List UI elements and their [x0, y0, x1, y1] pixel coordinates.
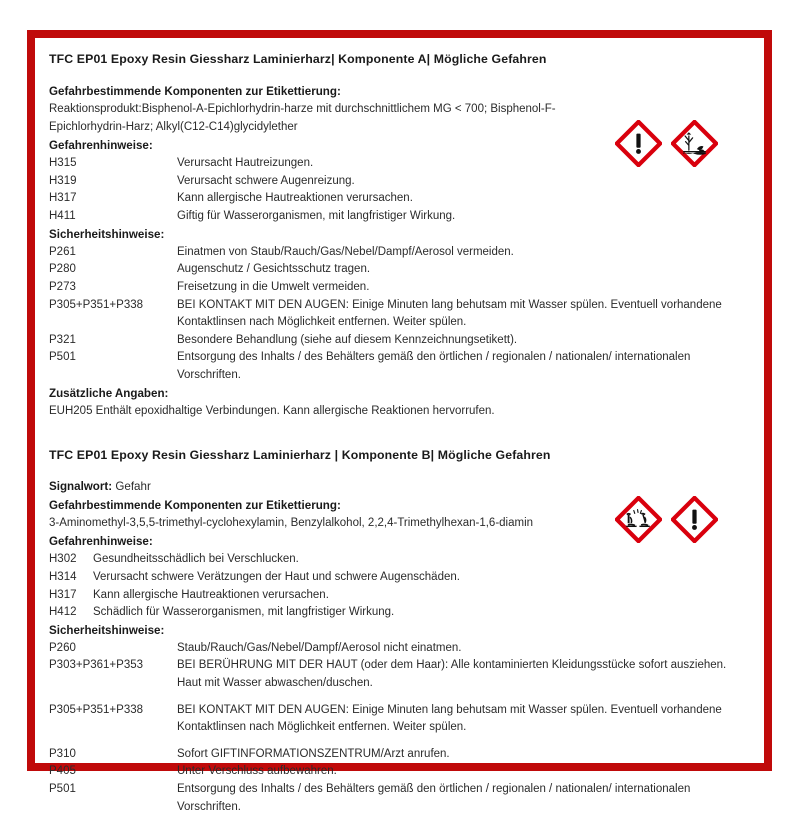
statement-text: BEI KONTAKT MIT DEN AUGEN: Einige Minuten lang behutsam mit Wasser spülen. Eventuell vorhandene Kontaktlinsen nach Möglichkeit entfernen. Weiter spülen. [177, 298, 722, 329]
statement-code: H411 [49, 210, 76, 223]
additional-text-a: EUH205 Enthält epoxidhaltige Verbindungen. Kann allergische Reaktionen hervorrufen. [49, 404, 495, 417]
components-heading-b: Gefahrbestimmende Komponenten zur Etikettierung: [49, 498, 341, 512]
precaution-heading-b: Sicherheitshinweise: [49, 623, 165, 637]
precaution-statement-row [49, 279, 748, 297]
hazard-statement-row [49, 587, 748, 605]
statement-text: Freisetzung in die Umwelt vermeiden. [177, 280, 370, 293]
hazard-statement-row [49, 208, 748, 226]
hazard-heading-a: Gefahrenhinweise: [49, 139, 153, 153]
precaution-statement-list-b [49, 640, 748, 816]
statement-code: H412 [49, 606, 77, 619]
statement-text: Unter Verschluss aufbewahren. [177, 765, 337, 778]
statement-text: Entsorgung des Inhalts / des Behälters gemäß den örtlichen / regionalen / nationalen/ internationalen Vorschriften. [177, 351, 691, 381]
statement-code: P273 [49, 280, 76, 293]
statement-text: BEI KONTAKT MIT DEN AUGEN: Einige Minuten lang behutsam mit Wasser spülen. Eventuell vorhandene Kontaktlinsen nach Möglichkeit entfernen. Weiter spülen. [177, 703, 722, 734]
statement-text: Schädlich für Wasserorganismen, mit langfristiger Wirkung. [93, 606, 395, 619]
statement-text: Gesundheitsschädlich bei Verschlucken. [93, 553, 299, 566]
components-text-b: 3-Aminomethyl-3,5,5-trimethyl-cyclohexylamin, Benzylalkohol, 2,2,4-Trimethylhexan-1,6-diamin [49, 516, 534, 529]
pictogram-group-komponente-b [615, 496, 718, 543]
precaution-statement-row [49, 349, 748, 384]
statement-code: H317 [49, 192, 77, 205]
hazard-statement-row [49, 190, 748, 208]
statement-text: Augenschutz / Gesichtsschutz tragen. [177, 263, 371, 276]
statement-code: P280 [49, 263, 76, 276]
statement-text: Besondere Behandlung (siehe auf diesem Kennzeichnungsetikett). [177, 333, 518, 346]
section-title-komponente-a: TFC EP01 Epoxy Resin Giessharz Laminierharz| Komponente A| Mögliche Gefahren [49, 52, 547, 66]
statement-text: Kann allergische Hautreaktionen verursachen. [93, 588, 329, 601]
statement-code: P305+P351+P338 [49, 703, 144, 716]
precaution-statement-row [49, 297, 748, 332]
statement-code: H317 [49, 588, 77, 601]
statement-text: Verursacht Hautreizungen. [177, 157, 314, 170]
precaution-statement-row [49, 657, 748, 692]
pictogram-group-komponente-a [615, 120, 718, 167]
hazard-statement-row [49, 569, 748, 587]
statement-code: P303+P361+P353 [49, 659, 144, 672]
ghs07-exclamation-mark-icon [615, 120, 662, 167]
signal-word-label: Signalwort: [49, 480, 113, 494]
ghs07-exclamation-mark-icon [671, 496, 718, 543]
statement-code: P501 [49, 351, 76, 364]
hazard-statement-row [49, 173, 748, 191]
hazard-label-frame [27, 30, 772, 813]
statement-code: H314 [49, 570, 77, 583]
statement-code: P405 [49, 765, 76, 778]
hazard-heading-b: Gefahrenhinweise: [49, 535, 153, 549]
statement-text: Entsorgung des Inhalts / des Behälters gemäß den örtlichen / regionalen / nationalen/ internationalen Vorschriften. [177, 783, 691, 813]
precaution-statement-row [49, 640, 748, 658]
hazard-statement-row [49, 604, 748, 622]
statement-code: P321 [49, 333, 76, 346]
precaution-statement-row [49, 781, 748, 816]
precaution-statement-row [49, 763, 748, 781]
additional-heading-a: Zusätzliche Angaben: [49, 386, 169, 400]
statement-code: P260 [49, 641, 76, 654]
statement-text: Sofort GIFTINFORMATIONSZENTRUM/Arzt anrufen. [177, 747, 450, 760]
statement-code: P501 [49, 783, 76, 796]
precaution-statement-row [49, 244, 748, 262]
statement-text: Staub/Rauch/Gas/Nebel/Dampf/Aerosol nicht einatmen. [177, 641, 462, 654]
statement-code: P261 [49, 245, 76, 258]
precaution-statement-row [49, 332, 748, 350]
section-title-komponente-b: TFC EP01 Epoxy Resin Giessharz Laminierharz | Komponente B| Mögliche Gefahren [49, 448, 551, 463]
section-komponente-a [49, 52, 748, 420]
hazard-statement-list-b [49, 551, 748, 621]
statement-text: Kann allergische Hautreaktionen verursachen. [177, 192, 413, 205]
statement-code: P310 [49, 747, 76, 760]
statement-code: H302 [49, 553, 77, 566]
signal-word-value: Gefahr [115, 480, 151, 494]
statement-text: BEI BERÜHRUNG MIT DER HAUT (oder dem Haar): Alle kontaminierten Kleidungsstücke sofort ausziehen. Haut mit Wasser abwaschen/duschen. [177, 659, 727, 690]
precaution-statement-row [49, 261, 748, 279]
statement-code: H319 [49, 174, 77, 187]
statement-text: Giftig für Wasserorganismen, mit langfristiger Wirkung. [177, 210, 456, 223]
statement-text: Einatmen von Staub/Rauch/Gas/Nebel/Dampf/Aerosol vermeiden. [177, 245, 514, 258]
precaution-heading-a: Sicherheitshinweise: [49, 227, 165, 241]
precaution-statement-row [49, 702, 748, 737]
hazard-statement-row [49, 551, 748, 569]
precaution-statement-list-a [49, 244, 748, 385]
ghs09-environment-icon [671, 120, 718, 167]
statement-code: P305+P351+P338 [49, 298, 144, 311]
section-komponente-b [49, 448, 748, 816]
precaution-statement-row [49, 746, 748, 764]
statement-text: Verursacht schwere Augenreizung. [177, 174, 355, 187]
ghs05-corrosion-icon [615, 496, 662, 543]
components-text-a: Reaktionsprodukt:Bisphenol-A-Epichlorhydrin-harze mit durchschnittlichem MG < 700; Bisphenol-F-Epichlorhydrin-Harz; Alkyl(C12-C14)glycidylether [49, 103, 556, 133]
statement-code: H315 [49, 157, 77, 170]
signal-word-line [49, 478, 748, 495]
statement-text: Verursacht schwere Verätzungen der Haut und schwere Augenschäden. [93, 570, 460, 583]
components-heading-a: Gefahrbestimmende Komponenten zur Etikettierung: [49, 85, 341, 98]
